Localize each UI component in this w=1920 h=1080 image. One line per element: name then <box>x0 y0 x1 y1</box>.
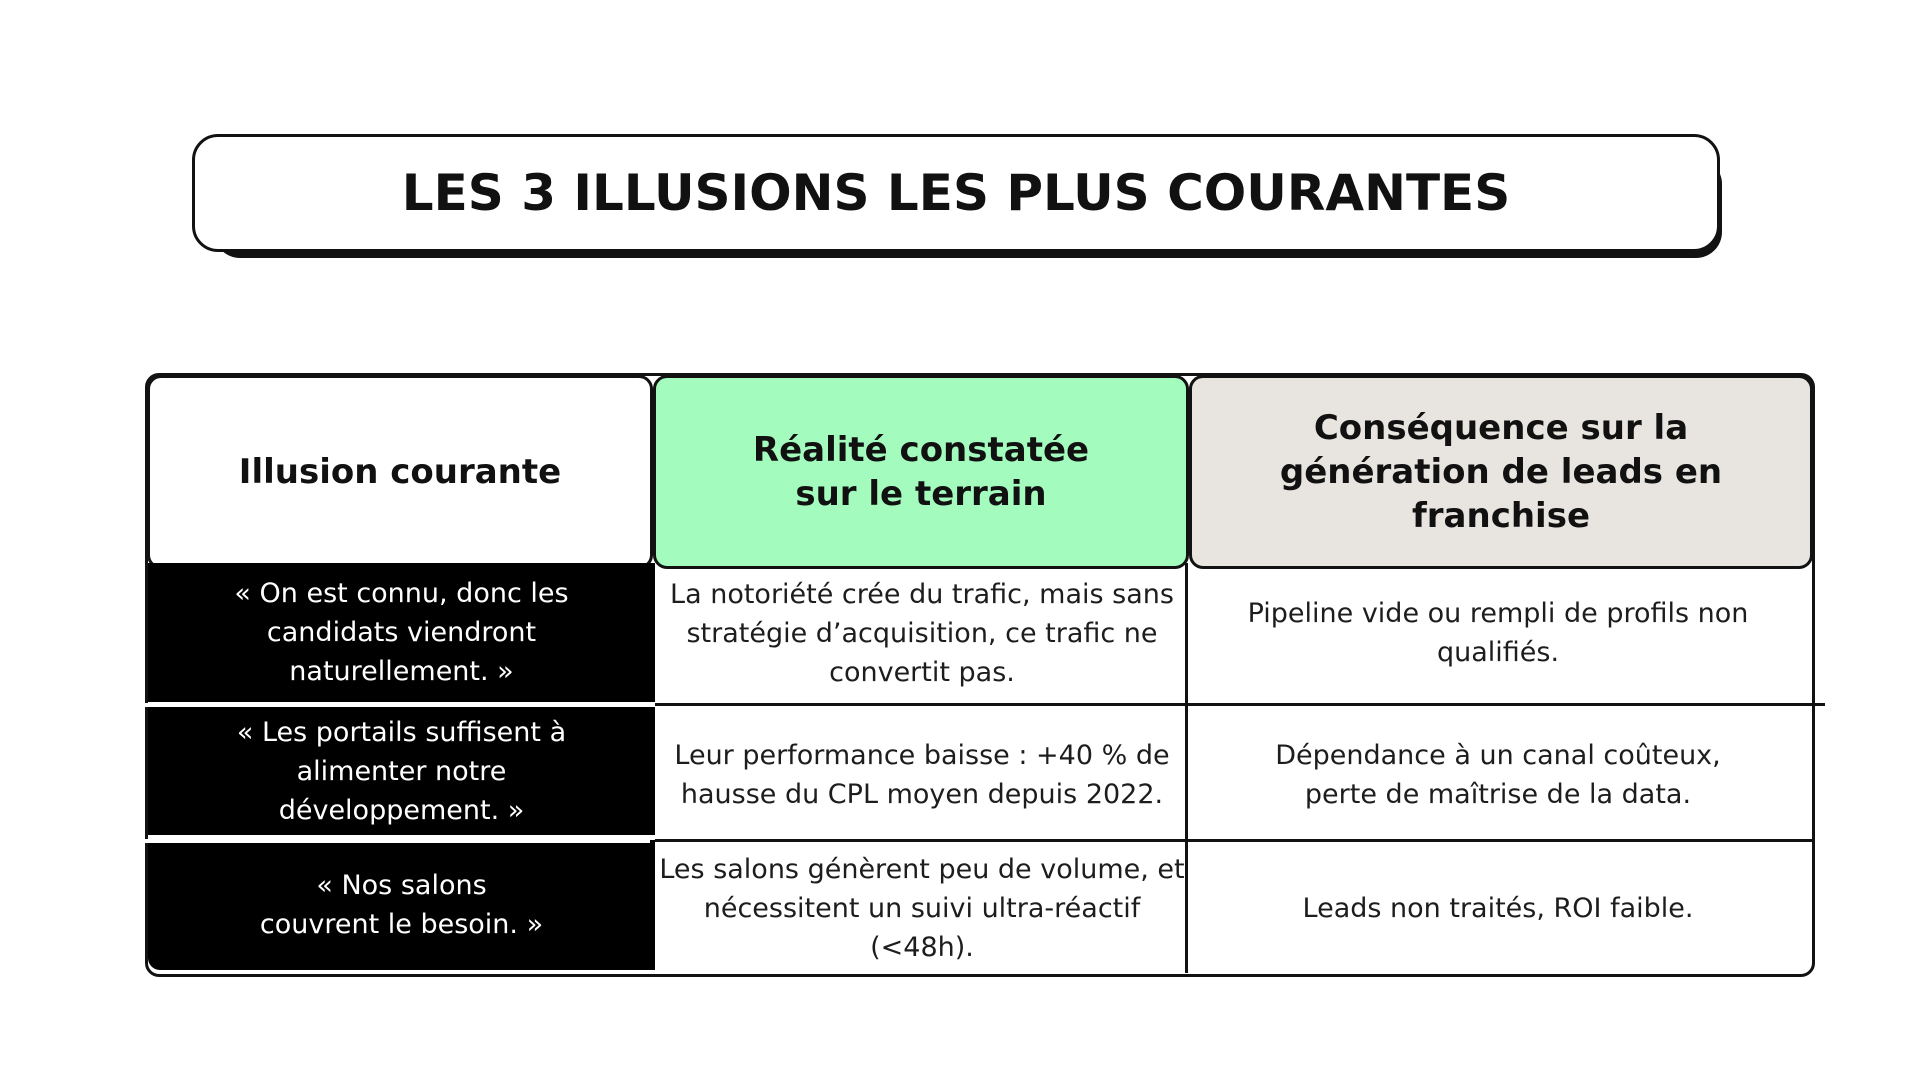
cell-line: « Les portails suffisent à <box>236 716 567 748</box>
cell-line: « Nos salons <box>316 870 487 901</box>
header-realite-line: sur le terrain <box>795 474 1047 514</box>
consequence-cell <box>1191 843 1805 973</box>
cell-line: hausse du CPL moyen depuis 2022. <box>680 779 1164 810</box>
illusion-column <box>145 563 655 977</box>
header-realite-line: Réalité constatée <box>752 430 1090 470</box>
cell-line: « On est connu, donc les <box>234 578 569 609</box>
realite-cell <box>657 563 1187 703</box>
illusion-cell <box>148 563 655 702</box>
cell-line: convertit pas. <box>829 656 1015 688</box>
cell-line: stratégie d’acquisition, ce trafic ne <box>686 617 1158 649</box>
cell-line: nécessitent un suivi ultra-réactif <box>703 892 1141 924</box>
page-title: LES 3 ILLUSIONS LES PLUS COURANTES <box>401 164 1511 222</box>
row-divider <box>145 839 650 843</box>
cell-line: développement. » <box>278 794 525 826</box>
cell-line: Dépendance à un canal coûteux, <box>1275 740 1721 771</box>
row-divider <box>655 703 1825 706</box>
consequence-cell <box>1191 711 1805 839</box>
cell-line: alimenter notre <box>296 755 507 787</box>
header-consequence-line: Conséquence sur la <box>1313 408 1689 448</box>
consequence-cell <box>1191 563 1805 703</box>
header-consequence <box>1189 375 1813 569</box>
header-consequence-line: génération de leads en <box>1279 452 1723 492</box>
cell-line: Leur performance baisse : +40 % de <box>674 740 1170 771</box>
row-divider <box>145 703 655 707</box>
title-banner <box>192 134 1720 264</box>
illusion-cell <box>148 840 655 970</box>
illusion-cell <box>148 707 655 835</box>
cell-line: perte de maîtrise de la data. <box>1304 779 1692 810</box>
realite-cell <box>657 843 1187 973</box>
illusions-table <box>145 373 1815 977</box>
cell-line: candidats viendront <box>266 617 537 648</box>
cell-line: qualifiés. <box>1436 637 1560 668</box>
title-box <box>192 134 1720 252</box>
row-divider <box>655 839 1812 842</box>
header-consequence-line: franchise <box>1411 496 1591 536</box>
cell-line: Les salons génèrent peu de volume, et <box>659 853 1185 885</box>
cell-line: Pipeline vide ou rempli de profils non <box>1247 598 1749 629</box>
cell-line: naturellement. » <box>289 656 514 687</box>
cell-line: (<48h). <box>870 931 974 963</box>
cell-line: La notoriété crée du trafic, mais sans <box>670 578 1174 610</box>
cell-line: couvrent le besoin. » <box>259 909 544 940</box>
cell-line: Leads non traités, ROI faible. <box>1302 892 1694 924</box>
realite-cell <box>657 711 1187 839</box>
header-illusion <box>147 375 653 569</box>
header-realite <box>653 375 1189 569</box>
header-illusion-line: Illusion courante <box>238 452 562 492</box>
